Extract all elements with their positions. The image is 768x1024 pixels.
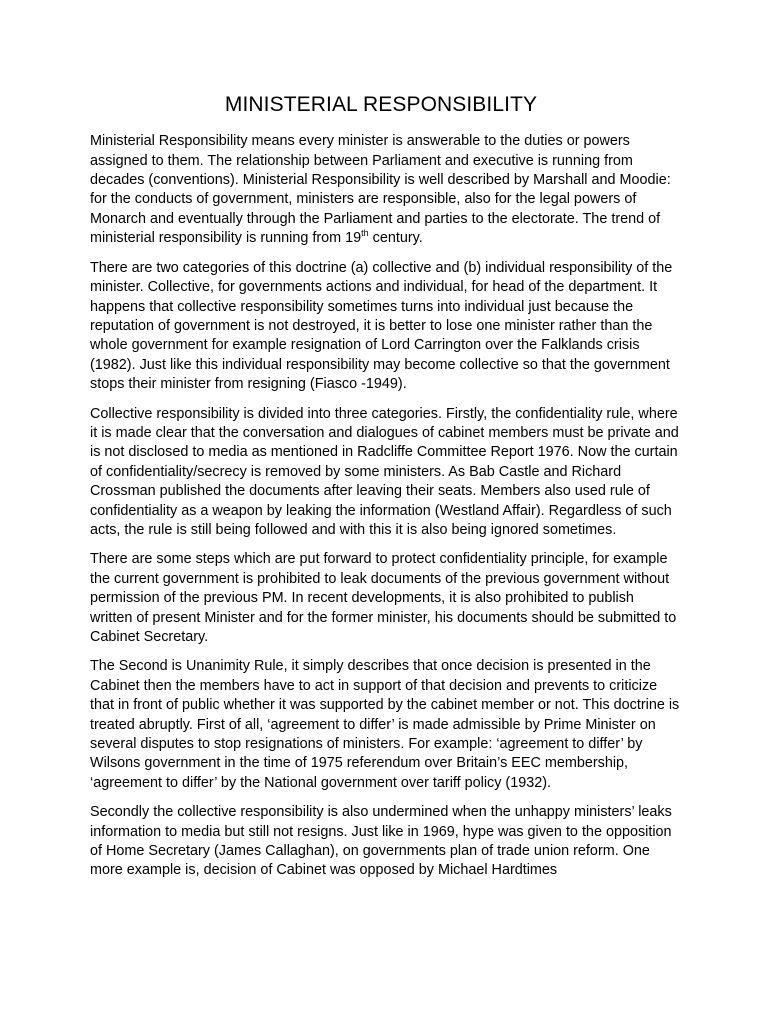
paragraph-6: Secondly the collective responsibility is also undermined when the unhappy ministers’ leaks information to media but still not resigns. Just like in 1969, hype was given to the opposition of Home Secretary (James Callaghan), on governments plan of trade union reform. One more example is, decision of Cabinet was opposed by Michael Hardtimes (90, 804, 672, 879)
paragraph-1-text: Ministerial Responsibility means every minister is answerable to the duties or powers assigned to them. The relationship between Parliament and executive is running from decades (conventions). Ministerial Responsibility is well described by Marshall and Moodie: for the conducts of government, ministers are responsible, also for the legal powers of Monarch and eventually through the Parliament and parties to the electorate. The trend of ministerial responsibility is running from 19 (90, 133, 671, 247)
paragraph-1 (90, 132, 680, 248)
paragraph-2: There are two categories of this doctrine (a) collective and (b) individual responsibility of the minister. Collective, for governments actions and individual, for head of the department. It happens that collective responsibility sometimes turns into individual just because the reputation of government is not destroyed, it is better to lose one minister rather than the whole government for example resignation of Lord Carrington over the Falklands crisis (1982). Just like this individual responsibility may become collective so that the government stops their minister from resigning (Fiasco -1949). (90, 259, 673, 393)
paragraph-4: There are some steps which are put forward to protect confidentiality principle, for example the current government is prohibited to leak documents of the previous government without permission of the previous PM. In recent developments, it is also prohibited to publish written of present Minister and for the former minister, his documents should be submitted to Cabinet Secretary. (90, 551, 677, 645)
document-page (90, 92, 680, 891)
document-title: MINISTERIAL RESPONSIBILITY (224, 93, 538, 116)
ordinal-superscript: th (361, 228, 369, 239)
paragraph-1-tail: century. (368, 230, 423, 247)
paragraph-3: Collective responsibility is divided into three categories. Firstly, the confidentiality rule, where it is made clear that the conversation and dialogues of cabinet members must be private and is not disclosed to media as mentioned in Radcliffe Committee Report 1976. Now the curtain of confidentiality/secrecy is removed by some ministers. As Bab Castle and Richard Crossman published the documents after leaving their seats. Members also used rule of confidentiality as a weapon by leaking the information (Westland Affair). Regardless of such acts, the rule is still being followed and with this it is also being ignored sometimes. (90, 405, 679, 538)
paragraph-5: The Second is Unanimity Rule, it simply describes that once decision is presented in the Cabinet then the members have to act in support of that decision and prevents to criticize that in front of public whether it was supported by the cabinet member or not. This doctrine is treated abruptly. First of all, ‘agreement to differ’ is made admissible by Prime Minister on several disputes to stop resignations of ministers. For example: ‘agreement to differ’ by Wilsons government in the time of 1975 referendum over Britain’s EEC membership, ‘agreement to differ’ by the National government over tariff policy (1932). (90, 658, 680, 791)
